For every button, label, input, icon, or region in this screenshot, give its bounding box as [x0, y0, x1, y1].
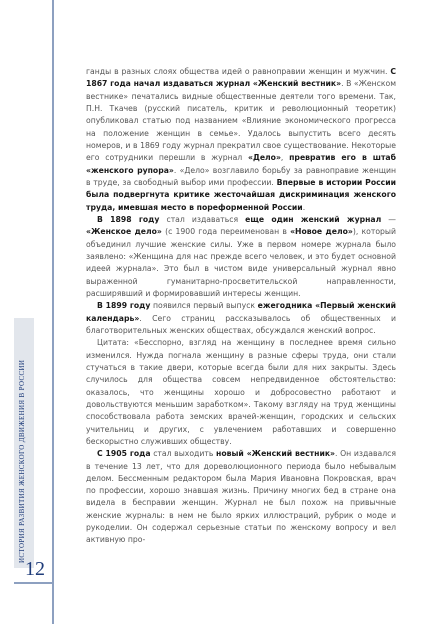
bold-text: «Женское дело» [86, 227, 162, 237]
paragraph [86, 448, 396, 547]
bold-text: «Дело» [248, 153, 281, 163]
running-head-band [14, 318, 34, 568]
paragraph [86, 300, 396, 337]
page-number: 12 [25, 558, 45, 580]
text-run: . [302, 202, 306, 212]
text-run: ), который объединил лучшие женские силы. Уже в первом номере журнала было заявлено: «Женщина для нас прежде всего человек, и это будет основной идеей журнала». Это был в чистом виде универсальный журнал явно выраженной гуманитарно-просветительской направленности, расширявший и формировавший интересы женщин. [86, 227, 396, 298]
paragraph [86, 337, 396, 448]
text-run: стал выходить [150, 449, 217, 459]
bold-text: Впервые в истории России была подвергнута критике жесточайшая дискриминация женского труда, имевшая место в пореформенной России [86, 177, 396, 212]
bold-text: еще один женский журнал [245, 214, 382, 224]
bold-text: С 1867 года начал издаваться журнал «Женский вестник» [86, 67, 396, 89]
bold-text: ежегодника «Первый женский календарь» [86, 301, 396, 323]
margin-rule-horizontal [14, 582, 54, 584]
text-run: — [381, 214, 396, 224]
bold-text: В 1898 году [97, 214, 160, 224]
bold-text: С 1905 года [97, 449, 151, 459]
paragraph [86, 214, 396, 300]
margin-rule-vertical [52, 0, 54, 624]
paragraph [86, 66, 396, 214]
bold-text: превратив его в штаб «женского рупора» [86, 153, 396, 175]
text-run: ганды в разных слоях общества идей о равноправии женщин и мужчин. [86, 67, 391, 76]
body-text [86, 66, 396, 547]
bold-text: новый «Женский вестник» [216, 449, 336, 459]
running-head: ИСТОРИЯ РАЗВИТИЯ ЖЕНСКОГО ДВИЖЕНИЯ В РОССИИ [18, 359, 26, 563]
text-run: (с 1900 года переименован в [161, 227, 291, 237]
text-run: появился первый выпуск [150, 301, 258, 311]
text-run: стал издаваться [159, 214, 246, 224]
bold-text: «Новое дело» [290, 227, 353, 237]
bold-text: В 1899 году [97, 301, 151, 311]
text-run: . Сего страниц рассказывалось об общественных и благотворительных женских обществах, обсуждался женский вопрос. [86, 313, 396, 335]
text-run: . «Дело» возглавило борьбу за равноправие женщин в труде, за свободный выбор ими профессии. [86, 165, 396, 187]
text-run: , [280, 153, 290, 163]
text-run: . Он издавался в течение 13 лет, что для дореволюционного периода было небывалым делом. Бессменным редактором была Мария Ивановна Покровская, врач по профессии, хорошо знавшая жизнь. Причину многих бед в стране она видела в бесправии женщин. Журнал не был похож на привычные женские журналы: в нем не было ярких иллюстраций, рубрик о моде и рукоделии. Он содержал серьезные статьи по женскому вопросу и вел активную про- [86, 449, 396, 545]
text-run: Цитата: «Бесспорно, взгляд на женщину в последнее время сильно изменился. Нужда погнала женщину в разные сферы труда, они стали стучаться в такие двери, которые всегда были для них закрыты. Здесь случилось для общества совсем непредвиденное обстоятельство: оказалось, что женщины хорошо и добросовестно работают и довольствуются меньшим заработком». Такому взгляду на труд женщины способствовала работа земских врачей-женщин, городских и сельских учительниц и других, с увлечением работавших и совершенно бескорыстно служивших обществу. [86, 338, 396, 446]
text-run: . В «Женском вестнике» печатались видные общественные деятели того времени. Так, П.Н. Ткачев (русский писатель, критик и революционный теоретик) опубликовал статью под названием «Влияние экономического прогресса на положение женщин в семье». Удалось выпустить всего десять номеров, и в 1869 году журнал прекратил свое существование. Некоторые его сотрудники перешли в журнал [86, 79, 397, 163]
